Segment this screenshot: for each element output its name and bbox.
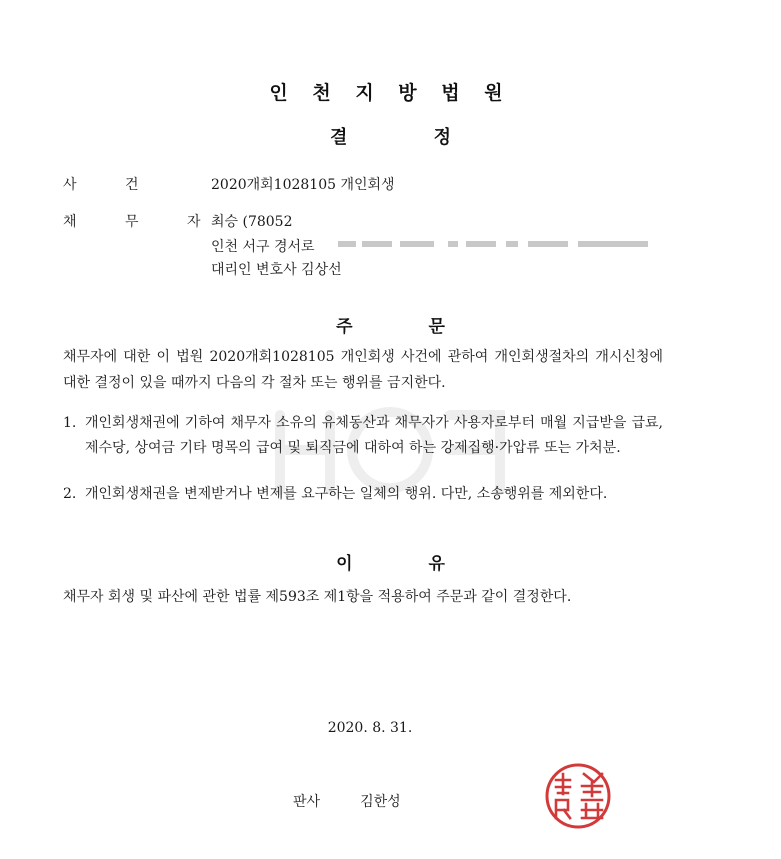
order-item-text: 개인회생채권을 변제받거나 변제를 요구하는 일체의 행위. 다만, 소송행위를 제외한다. <box>85 486 608 502</box>
order-item-number: 1. <box>63 415 77 431</box>
reason-text: 채무자 회생 및 파산에 관한 법률 제593조 제1항을 적용하여 주문과 같이 결정한다. <box>63 589 572 605</box>
order-item <box>63 411 663 461</box>
reason-heading: 이 유 <box>336 554 445 574</box>
order-intro: 채무자에 대한 이 법원 2020개회1028105 개인회생 사건에 관하여 개인회생절차의 개시신청에 대한 결정이 있을 때까지 다음의 각 절차 또는 행위를 금지한다. <box>63 349 663 391</box>
redacted-address-remnant <box>338 236 658 248</box>
order-item-text: 개인회생채권에 기하여 채무자 소유의 유체동산과 채무자가 사용자로부터 매월 지급받을 급료, 제수당, 상여금 기타 명목의 급여 및 퇴직금에 대하여 하는 강제집행·가압류 또는 가처분. <box>85 415 663 456</box>
case-label: 사 건 <box>63 177 161 193</box>
court-name: 인 천 지 방 법 원 <box>269 82 512 104</box>
debtor-name: 최승 (78052 <box>211 214 293 230</box>
order-item-number: 2. <box>63 486 77 502</box>
debtor-label: 채 무 자 <box>63 214 223 230</box>
judge-name: 김한성 <box>360 794 401 810</box>
order-heading: 주 문 <box>336 317 445 337</box>
redaction-mask <box>340 204 670 226</box>
document-type: 결 정 <box>329 127 452 148</box>
order-item <box>63 482 663 507</box>
decision-date: 2020. 8. 31. <box>327 720 413 736</box>
debtor-agent: 대리인 변호사 김상선 <box>211 262 342 278</box>
judge-line <box>293 791 441 811</box>
debtor-address: 인천 서구 경서로 <box>211 239 315 255</box>
case-value: 2020개회1028105 개인회생 <box>211 177 395 193</box>
judge-seal-stamp <box>544 762 612 830</box>
judge-title: 판사 <box>293 794 321 810</box>
